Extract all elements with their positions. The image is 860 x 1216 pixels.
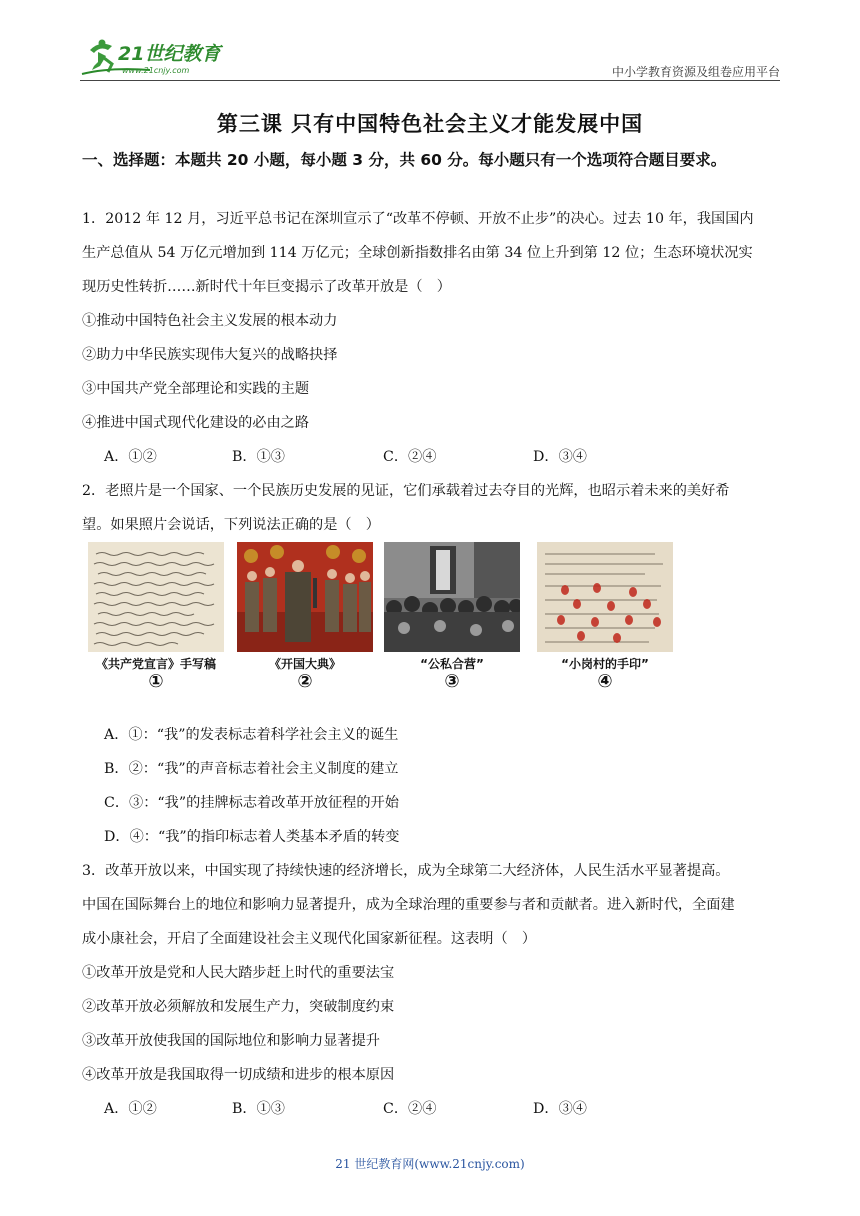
photo-caption: 《共产党宣言》手写稿 [95,657,216,671]
q2-option-d[interactable]: D．④：“我”的指印标志着人类基本矛盾的转变 [104,829,400,845]
q1-option-a[interactable]: A．①② [104,449,157,465]
photo-caption: “小岗村的手印” [561,657,649,671]
q1-stem-line: 生产总值从 54 万亿元增加到 114 万亿元；全球创新指数排名由第 34 位上升到第 12 位；生态环境状况实 [82,245,753,261]
page-footer: 21 世纪教育网(www.21cnjy.com) [335,1157,525,1171]
photo-caption: “公私合营” [420,657,484,671]
q1-stem-line: 现历史性转折……新时代十年巨变揭示了改革开放是（ ） [82,279,451,295]
q1-option-c[interactable]: C．②④ [383,449,437,465]
q2-option-b[interactable]: B．②：“我”的声音标志着社会主义制度的建立 [104,761,399,777]
photo-number: ① [148,671,164,692]
q1-item: ③中国共产党全部理论和实践的主题 [82,381,310,397]
q3-option-d[interactable]: D．③④ [533,1101,587,1117]
lesson-title: 第三课 只有中国特色社会主义才能发展中国 [216,112,644,136]
q1-item: ④推进中国式现代化建设的必由之路 [82,415,310,431]
page-header [80,32,780,82]
header-divider [80,80,780,81]
svg-text:21世纪教育: 21世纪教育 [118,43,221,65]
photo-number: ③ [444,671,460,692]
photo-manifesto-manuscript [88,542,224,652]
q3-stem-line: 中国在国际舞台上的地位和影响力显著提升，成为全球治理的重要参与者和贡献者。进入新时代，全面建 [82,897,735,913]
q3-stem-line: 成小康社会，开启了全面建设社会主义现代化国家新征程。这表明（ ） [82,931,537,947]
photo-number: ④ [597,671,613,692]
q1-option-b[interactable]: B．①③ [232,449,285,465]
q3-option-c[interactable]: C．②④ [383,1101,437,1117]
q2-stem-line: 望。如果照片会说话，下列说法正确的是（ ） [82,517,380,533]
photo-xiaogang-village-fingerprints [537,542,673,652]
q2-option-a[interactable]: A．①：“我”的发表标志着科学社会主义的诞生 [104,727,399,743]
q3-item: ①改革开放是党和人民大踏步赶上时代的重要法宝 [82,965,395,981]
q1-stem-line: 1．2012 年 12 月，习近平总书记在深圳宣示了“改革不停顿、开放不止步”的决心。过去 10 年，我国国内 [82,211,754,227]
photo-public-private-partnership [384,542,520,652]
q1-item: ①推动中国特色社会主义发展的根本动力 [82,313,338,329]
q3-option-b[interactable]: B．①③ [232,1101,285,1117]
q2-stem-line: 2．老照片是一个国家、一个民族历史发展的见证，它们承载着过去夺目的光辉，也昭示着未来的美好希 [82,483,730,499]
q1-option-d[interactable]: D．③④ [533,449,587,465]
logo-21cnjy [80,34,250,78]
section-heading: 一、选择题：本题共 20 小题，每小题 3 分，共 60 分。每小题只有一个选项符合题目要求。 [82,151,727,169]
platform-label: 中小学教育资源及组卷应用平台 [611,65,780,79]
q3-stem-line: 3．改革开放以来，中国实现了持续快速的经济增长，成为全球第二大经济体，人民生活水平显著提高。 [82,863,730,879]
photo-founding-ceremony [237,542,373,652]
q3-item: ③改革开放使我国的国际地位和影响力显著提升 [82,1033,380,1049]
q3-item: ④改革开放是我国取得一切成绩和进步的根本原因 [82,1067,395,1083]
q3-option-a[interactable]: A．①② [104,1101,157,1117]
q3-item: ②改革开放必须解放和发展生产力，突破制度约束 [82,999,395,1015]
q2-option-c[interactable]: C．③：“我”的挂牌标志着改革开放征程的开始 [104,795,399,811]
photo-number: ② [297,671,313,692]
svg-text:www.21cnjy.com: www.21cnjy.com [122,66,190,75]
q1-item: ②助力中华民族实现伟大复兴的战略抉择 [82,347,338,363]
photo-caption: 《开国大典》 [268,657,341,671]
